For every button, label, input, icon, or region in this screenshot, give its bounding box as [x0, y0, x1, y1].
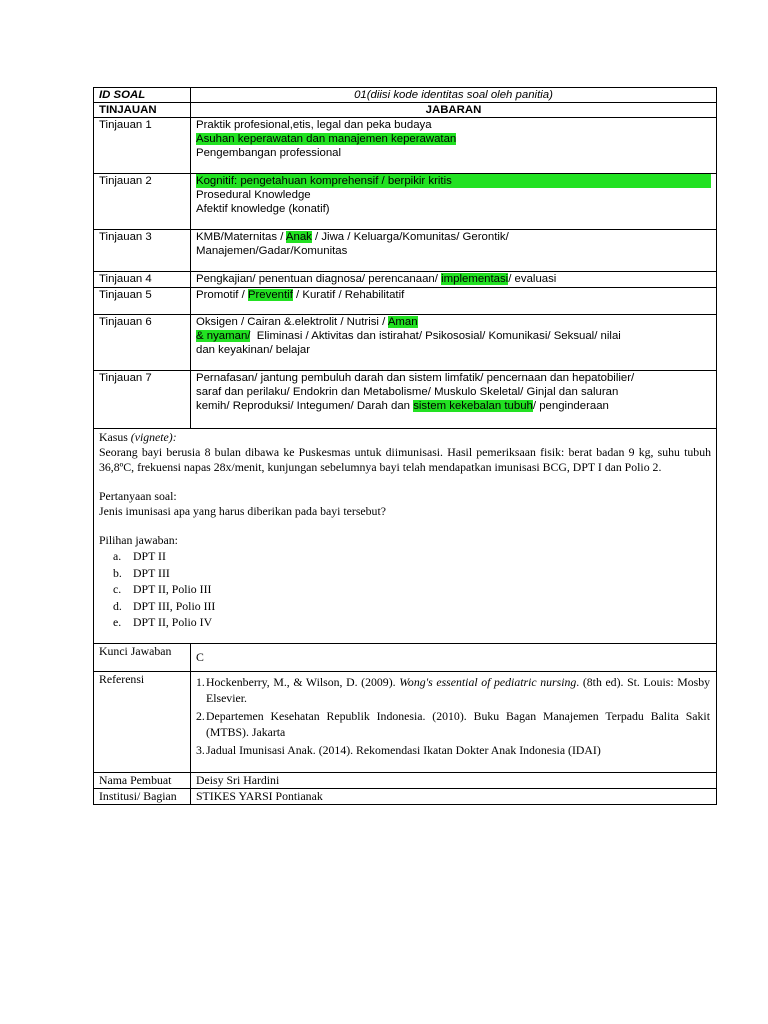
jabaran-line — [196, 244, 711, 258]
kasus-row — [94, 429, 717, 644]
tinjauan-label: Tinjauan 6 — [94, 315, 191, 371]
tinjauan-content — [191, 288, 717, 315]
jabaran-text: Afektif knowledge (konatif) — [196, 203, 330, 215]
id-label: ID SOAL — [94, 88, 191, 103]
highlighted-text: sistem kekebalan tubuh — [413, 400, 533, 412]
tinjauan-label: Tinjauan 5 — [94, 288, 191, 315]
jabaran-line — [196, 329, 711, 343]
jabaran-text: saraf dan perilaku/ Endokrin dan Metabolisme/ Muskulo Skeletal/ Ginjal dan saluran — [196, 386, 619, 398]
tinjauan-row-7 — [94, 371, 717, 429]
kasus-label: Kasus (vignete): — [99, 430, 177, 444]
kunci-row — [94, 643, 717, 671]
highlighted-text: Kognitif: pengetahuan komprehensif / berpikir kritis — [196, 174, 711, 188]
kunci-value: C — [191, 643, 717, 671]
tinjauan-label: Tinjauan 7 — [94, 371, 191, 429]
choice-item: d. DPT III, Polio III — [113, 598, 216, 613]
choice-item: b. DPT III — [113, 565, 170, 580]
highlighted-text: Preventif — [247, 289, 293, 301]
tinjauan-label: Tinjauan 3 — [94, 230, 191, 272]
tinjauan-content — [191, 315, 717, 371]
question-form — [93, 87, 717, 805]
tinjauan-row-3 — [94, 230, 717, 272]
kunci-label: Kunci Jawaban — [94, 643, 191, 671]
jabaran-line — [196, 202, 711, 216]
highlighted-text: implementasi — [441, 273, 509, 285]
tinjauan-content — [191, 272, 717, 288]
reference-list — [196, 674, 710, 758]
nama-pembuat-label: Nama Pembuat — [94, 772, 191, 788]
id-row — [94, 88, 717, 103]
choice-item: c. DPT II, Polio III — [113, 582, 212, 596]
jabaran-text: Prosedural Knowledge — [196, 189, 311, 201]
jabaran-text: / penginderaan — [532, 400, 609, 412]
tinjauan-row-1 — [94, 118, 717, 174]
reference-item: 2. Departemen Kesehatan Republik Indonesia. (2010). Buku Bagan Manajemen Terpadu Balita Sakit (MTBS). Jakarta — [196, 708, 710, 739]
question-label: Pertanyaan soal: — [99, 489, 177, 503]
referensi-label: Referensi — [94, 671, 191, 772]
jabaran-text: KMB/Maternitas / — [196, 231, 286, 243]
jabaran-text: dan keyakinan/ belajar — [196, 344, 310, 356]
choice-item: e. DPT II, Polio IV — [113, 615, 213, 629]
kasus-cell — [94, 429, 717, 644]
jabaran-line — [196, 272, 711, 286]
tinjauan-row-2 — [94, 174, 717, 230]
jabaran-text: Pengembangan professional — [196, 147, 342, 159]
jabaran-text: / Kuratif / Rehabilitatif — [292, 289, 405, 301]
jabaran-text: Pernafasan/ jantung pembuluh darah dan sistem limfatik/ pencernaan dan hepatobilier/ — [196, 372, 635, 384]
jabaran-line — [196, 385, 711, 399]
reference-item: 1. Hockenberry, M., & Wilson, D. (2009). Wong's essential of pediatric nursing. (8th ed). St. Louis: Mosby Elsevier. — [196, 674, 710, 705]
tinjauan-content — [191, 174, 717, 230]
jabaran-line — [196, 132, 711, 146]
jabaran-line — [196, 174, 711, 188]
highlighted-text: Aman — [387, 316, 418, 328]
jabaran-header: JABARAN — [191, 103, 717, 118]
jabaran-text: Pengkajian/ penentuan diagnosa/ perencanaan/ — [196, 273, 442, 285]
institusi-label: Institusi/ Bagian — [94, 788, 191, 804]
institusi-value: STIKES YARSI Pontianak — [191, 788, 717, 804]
choices-label: Pilihan jawaban: — [99, 533, 178, 547]
reference-item: 3. Jadual Imunisasi Anak. (2014). Rekomendasi Ikatan Dokter Anak Indonesia (IDAI) — [196, 742, 601, 757]
institusi-row — [94, 788, 717, 804]
choices-list — [99, 548, 711, 631]
tinjauan-header: TINJAUAN — [94, 103, 191, 118]
nama-pembuat-row — [94, 772, 717, 788]
jabaran-line — [196, 230, 711, 244]
tinjauan-content — [191, 230, 717, 272]
jabaran-text: Oksigen / Cairan &.elektrolit / Nutrisi / — [196, 316, 388, 328]
jabaran-line — [196, 188, 711, 202]
highlighted-text: Asuhan keperawatan dan manajemen keperawatan — [196, 133, 457, 145]
jabaran-text: / Jiwa / Keluarga/Komunitas/ Gerontik/ — [311, 231, 509, 243]
jabaran-text: kemih/ Reproduksi/ Integumen/ Darah dan — [196, 400, 414, 412]
jabaran-line — [196, 343, 711, 357]
id-value: 01(diisi kode identitas soal oleh panitia) — [191, 88, 717, 103]
tinjauan-label: Tinjauan 4 — [94, 272, 191, 288]
question-text: Jenis imunisasi apa yang harus diberikan pada bayi tersebut? — [99, 504, 386, 518]
jabaran-line — [196, 371, 711, 385]
tinjauan-content — [191, 371, 717, 429]
jabaran-line — [196, 288, 711, 302]
highlighted-text: & nyaman/ — [196, 330, 251, 342]
tinjauan-label: Tinjauan 1 — [94, 118, 191, 174]
jabaran-line — [196, 315, 711, 329]
highlighted-text: Anak — [285, 231, 312, 243]
jabaran-line — [196, 399, 711, 413]
tinjauan-label: Tinjauan 2 — [94, 174, 191, 230]
jabaran-text: Praktik profesional,etis, legal dan peka budaya — [196, 119, 432, 131]
jabaran-text: Promotif / — [196, 289, 248, 301]
header-row — [94, 103, 717, 118]
tinjauan-row-4 — [94, 272, 717, 288]
referensi-row — [94, 671, 717, 772]
kasus-text: Seorang bayi berusia 8 bulan dibawa ke Puskesmas untuk diimunisasi. Hasil pemeriksaan fisik: berat badan 9 kg, suhu tubuh 36,8ºC, frekuensi napas 28x/menit, kunjungan sebelumnya bayi telah mendapatkan imunisasi BCG, DPT I dan Polio 2. — [99, 445, 711, 474]
jabaran-text: Manajemen/Gadar/Komunitas — [196, 245, 348, 257]
tinjauan-row-6 — [94, 315, 717, 371]
jabaran-line — [196, 118, 711, 132]
jabaran-text: / evaluasi — [508, 273, 557, 285]
tinjauan-content — [191, 118, 717, 174]
jabaran-line — [196, 146, 711, 160]
choice-item: a. DPT II — [113, 549, 166, 563]
form-table — [93, 87, 717, 805]
jabaran-text: Eliminasi / Aktivitas dan istirahat/ Psikososial/ Komunikasi/ Seksual/ nilai — [250, 330, 621, 342]
referensi-cell — [191, 671, 717, 772]
nama-pembuat-value: Deisy Sri Hardini — [191, 772, 717, 788]
tinjauan-row-5 — [94, 288, 717, 315]
